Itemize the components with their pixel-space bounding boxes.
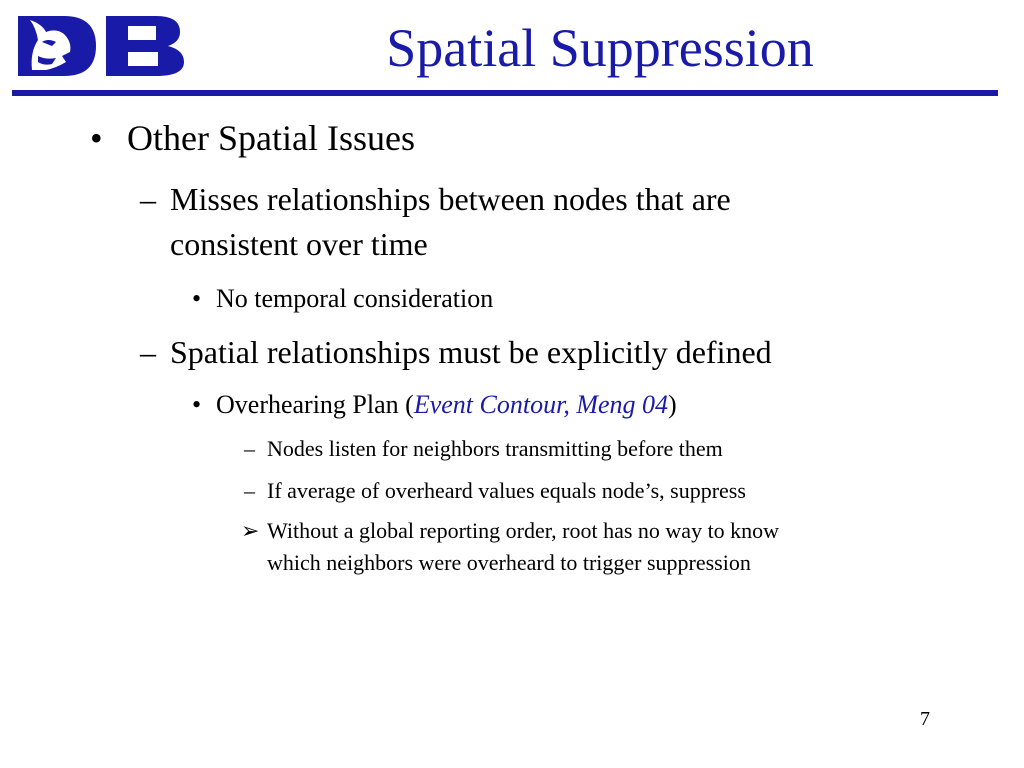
bullet-marker: • xyxy=(90,118,103,158)
item-overhearing-plan xyxy=(216,390,677,420)
slide-title: Spatial Suppression xyxy=(386,18,814,78)
title-divider xyxy=(12,90,998,96)
detail-global-reporting-line1: Without a global reporting order, root has no way to know xyxy=(267,518,780,543)
bullet-marker: • xyxy=(192,284,202,313)
detail-global-reporting-line2: which neighbors were overheard to trigger suppression xyxy=(267,550,751,575)
sub-bullet-spatial-relationships: Spatial relationships must be explicitly defined xyxy=(170,334,772,370)
dash-marker: – xyxy=(244,436,255,461)
sub-bullet-misses-relationships-line2: consistent over time xyxy=(170,226,428,262)
page-number: 7 xyxy=(920,708,930,730)
detail-nodes-listen: Nodes listen for neighbors transmitting before them xyxy=(267,436,723,461)
arrow-bullet-icon: ➢ xyxy=(241,518,260,543)
dash-marker: – xyxy=(140,181,156,217)
bullet-other-spatial-issues: Other Spatial Issues xyxy=(127,118,415,158)
overhearing-plan-prefix: Overhearing Plan ( xyxy=(216,390,414,419)
detail-average-overheard: If average of overheard values equals node’s, suppress xyxy=(267,478,746,503)
duke-db-logo xyxy=(16,12,186,80)
item-no-temporal-consideration: No temporal consideration xyxy=(216,284,494,313)
bullet-marker: • xyxy=(192,390,202,419)
logo-graphic xyxy=(16,12,186,80)
citation-event-contour: Event Contour, Meng 04 xyxy=(413,390,669,419)
dash-marker: – xyxy=(244,478,255,503)
dash-marker: – xyxy=(140,334,156,370)
sub-bullet-misses-relationships-line1: Misses relationships between nodes that are xyxy=(170,181,731,217)
overhearing-plan-suffix: ) xyxy=(668,390,677,419)
